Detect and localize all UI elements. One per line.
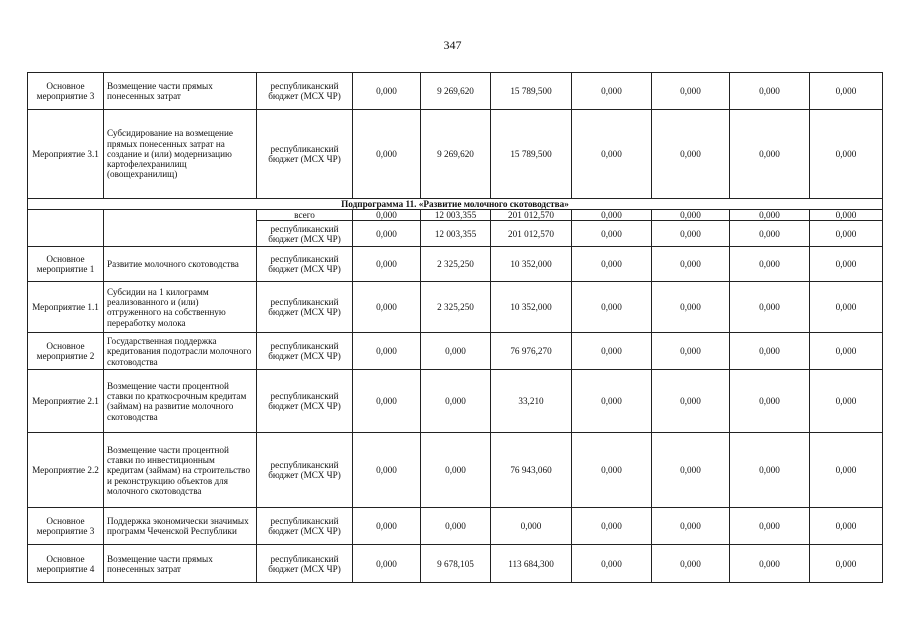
funding-source: республиканский бюджет (МСХ ЧР) bbox=[257, 110, 353, 199]
value-cell: 0,000 bbox=[730, 545, 810, 583]
value-cell: 0,000 bbox=[572, 73, 652, 110]
funding-source: республиканский бюджет (МСХ ЧР) bbox=[257, 370, 353, 433]
value-cell: 0,000 bbox=[572, 210, 652, 221]
value-cell: 0,000 bbox=[353, 433, 421, 508]
value-cell: 113 684,300 bbox=[491, 545, 572, 583]
value-cell: 0,000 bbox=[353, 282, 421, 333]
value-cell: 0,000 bbox=[491, 508, 572, 545]
table-row bbox=[28, 73, 883, 110]
value-cell: 9 678,105 bbox=[421, 545, 491, 583]
value-cell: 0,000 bbox=[730, 282, 810, 333]
value-cell: 0,000 bbox=[353, 508, 421, 545]
value-cell: 2 325,250 bbox=[421, 282, 491, 333]
value-cell: 33,210 bbox=[491, 370, 572, 433]
value-cell: 0,000 bbox=[572, 508, 652, 545]
measure-code: Мероприятие 3.1 bbox=[28, 110, 104, 199]
value-cell: 0,000 bbox=[652, 110, 730, 199]
value-cell: 0,000 bbox=[810, 545, 883, 583]
value-cell: 0,000 bbox=[652, 433, 730, 508]
value-cell: 0,000 bbox=[652, 370, 730, 433]
measure-name: Развитие молочного скотоводства bbox=[104, 247, 257, 282]
value-cell: 15 789,500 bbox=[491, 110, 572, 199]
value-cell: 0,000 bbox=[652, 210, 730, 221]
measure-name: Возмещение части прямых понесенных затрат bbox=[104, 73, 257, 110]
value-cell: 0,000 bbox=[730, 247, 810, 282]
value-cell: 2 325,250 bbox=[421, 247, 491, 282]
value-cell: 0,000 bbox=[810, 370, 883, 433]
measure-name: Субсидирование на возмещение прямых понесенных затрат на создание и (или) модернизацию картофелехранилищ (овощехранилищ) bbox=[104, 110, 257, 199]
value-cell: 76 976,270 bbox=[491, 333, 572, 370]
funding-source: республиканский бюджет (МСХ ЧР) bbox=[257, 545, 353, 583]
table-row bbox=[28, 433, 883, 508]
measure-name: Поддержка экономически значимых программ Чеченской Республики bbox=[104, 508, 257, 545]
total-row bbox=[28, 210, 883, 221]
value-cell: 0,000 bbox=[730, 370, 810, 433]
measure-code: Основное мероприятие 4 bbox=[28, 545, 104, 583]
value-cell: 0,000 bbox=[730, 73, 810, 110]
value-cell: 12 003,355 bbox=[421, 221, 491, 247]
funding-source: республиканский бюджет (МСХ ЧР) bbox=[257, 282, 353, 333]
value-cell: 0,000 bbox=[730, 210, 810, 221]
value-cell: 201 012,570 bbox=[491, 210, 572, 221]
subprogram-title: Подпрограмма 11. «Развитие молочного скотоводства» bbox=[28, 199, 883, 210]
measure-code: Основное мероприятие 3 bbox=[28, 508, 104, 545]
table-row bbox=[28, 370, 883, 433]
funding-source: республиканский бюджет (МСХ ЧР) bbox=[257, 247, 353, 282]
measure-code: Основное мероприятие 2 bbox=[28, 333, 104, 370]
value-cell: 0,000 bbox=[421, 433, 491, 508]
value-cell: 0,000 bbox=[421, 370, 491, 433]
table-row bbox=[28, 333, 883, 370]
value-cell: 0,000 bbox=[572, 370, 652, 433]
value-cell: 0,000 bbox=[730, 508, 810, 545]
value-cell: 0,000 bbox=[353, 110, 421, 199]
funding-source: всего bbox=[257, 210, 353, 221]
value-cell: 0,000 bbox=[810, 433, 883, 508]
value-cell: 0,000 bbox=[353, 73, 421, 110]
value-cell: 0,000 bbox=[572, 221, 652, 247]
measure-name: Субсидии на 1 килограмм реализованного и (или) отгруженного на собственную переработку молока bbox=[104, 282, 257, 333]
measure-code: Мероприятие 1.1 bbox=[28, 282, 104, 333]
funding-source: республиканский бюджет (МСХ ЧР) bbox=[257, 73, 353, 110]
value-cell: 0,000 bbox=[652, 282, 730, 333]
value-cell: 0,000 bbox=[810, 110, 883, 199]
value-cell: 0,000 bbox=[572, 282, 652, 333]
measure-code: Мероприятие 2.1 bbox=[28, 370, 104, 433]
value-cell: 0,000 bbox=[353, 545, 421, 583]
value-cell: 0,000 bbox=[810, 221, 883, 247]
value-cell: 0,000 bbox=[730, 333, 810, 370]
value-cell: 0,000 bbox=[353, 221, 421, 247]
value-cell: 0,000 bbox=[572, 333, 652, 370]
value-cell: 0,000 bbox=[652, 333, 730, 370]
value-cell: 0,000 bbox=[652, 545, 730, 583]
value-cell: 0,000 bbox=[572, 247, 652, 282]
table-row bbox=[28, 247, 883, 282]
value-cell: 0,000 bbox=[421, 333, 491, 370]
measure-code: Мероприятие 2.2 bbox=[28, 433, 104, 508]
measure-code bbox=[28, 210, 104, 247]
value-cell: 0,000 bbox=[353, 333, 421, 370]
measure-name bbox=[104, 210, 257, 247]
page-number: 347 bbox=[443, 38, 462, 52]
value-cell: 0,000 bbox=[810, 73, 883, 110]
budget-table bbox=[27, 72, 883, 583]
value-cell: 0,000 bbox=[810, 508, 883, 545]
value-cell: 0,000 bbox=[730, 221, 810, 247]
value-cell: 201 012,570 bbox=[491, 221, 572, 247]
value-cell: 12 003,355 bbox=[421, 210, 491, 221]
value-cell: 0,000 bbox=[810, 210, 883, 221]
value-cell: 9 269,620 bbox=[421, 73, 491, 110]
funding-source: республиканский бюджет (МСХ ЧР) bbox=[257, 433, 353, 508]
value-cell: 15 789,500 bbox=[491, 73, 572, 110]
measure-name: Возмещение части процентной ставки по краткосрочным кредитам (займам) на развитие молочного скотоводства bbox=[104, 370, 257, 433]
table-row bbox=[28, 545, 883, 583]
value-cell: 0,000 bbox=[652, 221, 730, 247]
value-cell: 0,000 bbox=[353, 210, 421, 221]
value-cell: 76 943,060 bbox=[491, 433, 572, 508]
value-cell: 0,000 bbox=[730, 110, 810, 199]
value-cell: 0,000 bbox=[572, 110, 652, 199]
table-row bbox=[28, 282, 883, 333]
value-cell: 0,000 bbox=[353, 247, 421, 282]
value-cell: 0,000 bbox=[810, 282, 883, 333]
value-cell: 0,000 bbox=[652, 247, 730, 282]
funding-source: республиканский бюджет (МСХ ЧР) bbox=[257, 221, 353, 247]
measure-name: Государственная поддержка кредитования подотрасли молочного скотоводства bbox=[104, 333, 257, 370]
value-cell: 0,000 bbox=[572, 433, 652, 508]
funding-source: республиканский бюджет (МСХ ЧР) bbox=[257, 508, 353, 545]
subprogram-row bbox=[28, 199, 883, 210]
value-cell: 10 352,000 bbox=[491, 247, 572, 282]
value-cell: 0,000 bbox=[572, 545, 652, 583]
value-cell: 0,000 bbox=[421, 508, 491, 545]
measure-code: Основное мероприятие 3 bbox=[28, 73, 104, 110]
value-cell: 0,000 bbox=[810, 247, 883, 282]
value-cell: 0,000 bbox=[652, 508, 730, 545]
value-cell: 9 269,620 bbox=[421, 110, 491, 199]
table-row bbox=[28, 110, 883, 199]
value-cell: 0,000 bbox=[353, 370, 421, 433]
funding-source: республиканский бюджет (МСХ ЧР) bbox=[257, 333, 353, 370]
value-cell: 10 352,000 bbox=[491, 282, 572, 333]
value-cell: 0,000 bbox=[810, 333, 883, 370]
table-row bbox=[28, 508, 883, 545]
value-cell: 0,000 bbox=[730, 433, 810, 508]
measure-code: Основное мероприятие 1 bbox=[28, 247, 104, 282]
measure-name: Возмещение части прямых понесенных затрат bbox=[104, 545, 257, 583]
value-cell: 0,000 bbox=[652, 73, 730, 110]
measure-name: Возмещение части процентной ставки по инвестиционным кредитам (займам) на строительство и реконструкцию объектов для молочного скотоводства bbox=[104, 433, 257, 508]
